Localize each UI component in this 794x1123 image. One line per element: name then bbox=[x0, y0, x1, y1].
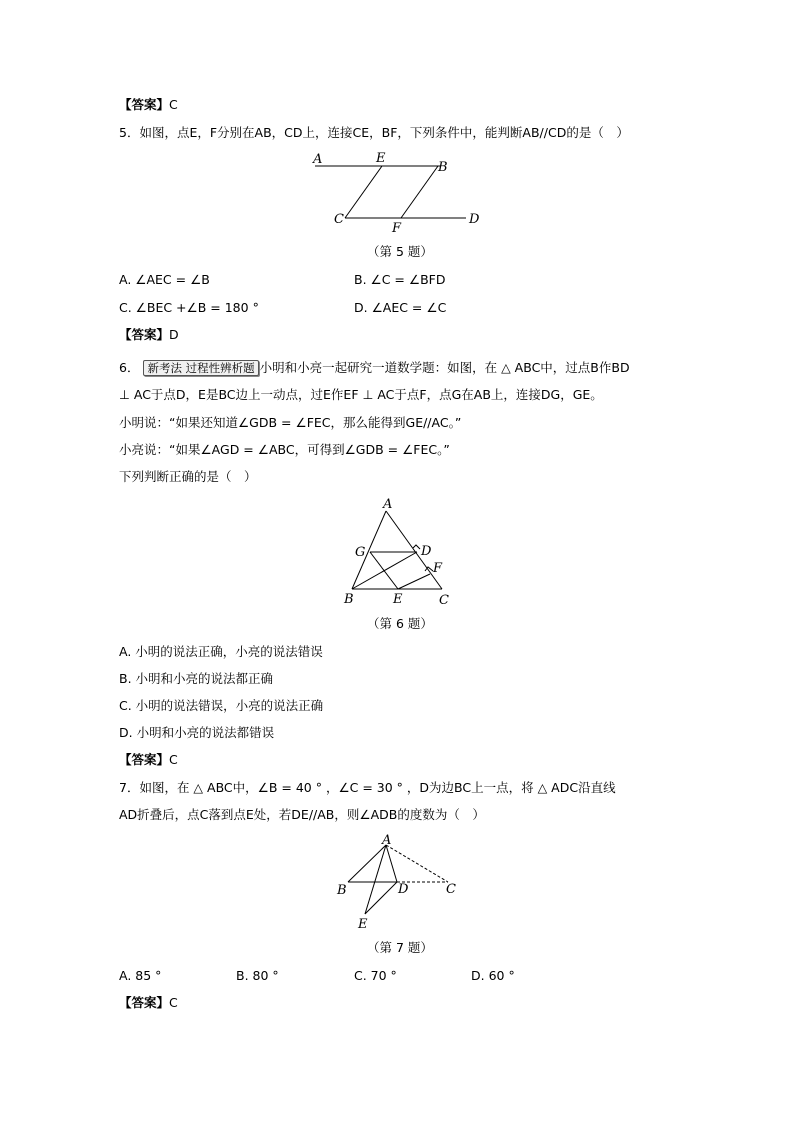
option-c: C. ∠BEC +∠B = 180 ° bbox=[119, 300, 259, 315]
figure-caption-q6: （第 6 题） bbox=[367, 616, 433, 631]
option-d: D. ∠AEC = ∠C bbox=[354, 300, 447, 315]
figure-label-b: B bbox=[344, 592, 354, 607]
figure-caption-q5: （第 5 题） bbox=[367, 244, 433, 259]
figure-label-a: A bbox=[383, 497, 393, 512]
answer-label: 【答案】 bbox=[119, 327, 170, 342]
option-c: C. 70 ° bbox=[354, 968, 397, 983]
figure-label-c: C bbox=[439, 593, 449, 608]
xiaoming-statement: 小明说：“如果还知道∠GDB = ∠FEC，那么能得到GE//AC。” bbox=[119, 415, 462, 430]
option-a: A. 小明的说法正确，小亮的说法错误 bbox=[119, 644, 323, 659]
question-text: 小明和小亮一起研究一道数学题：如图，在 △ ABC中，过点B作BD bbox=[259, 360, 630, 375]
option-a: A. ∠AEC = ∠B bbox=[119, 272, 210, 287]
figure-label-c: C bbox=[446, 882, 456, 897]
question-text: 如图，在 △ ABC中，∠B = 40 ° ，∠C = 30 ° ，D为边BC上一点，将 △ ADC沿直线 bbox=[139, 780, 616, 795]
question-number: 6． bbox=[119, 360, 140, 375]
question-6-stem-line-2: ⊥ AC于点D，E是BC边上一动点，过E作EF ⊥ AC于点F，点G在AB上，连接DG，GE。 bbox=[119, 387, 603, 402]
answer-label: 【答案】 bbox=[119, 995, 170, 1010]
option-b: B. 小明和小亮的说法都正确 bbox=[119, 671, 274, 686]
option-b: B. 80 ° bbox=[236, 968, 279, 983]
figure-label-d: D bbox=[421, 544, 432, 559]
answer-value: C bbox=[169, 97, 178, 112]
figure-label-d: D bbox=[398, 882, 409, 897]
question-number: 7． bbox=[119, 780, 140, 795]
option-d: D. 60 ° bbox=[471, 968, 515, 983]
answer-label: 【答案】 bbox=[119, 752, 170, 767]
option-a: A. 85 ° bbox=[119, 968, 162, 983]
figure-label-d: D bbox=[469, 212, 480, 227]
question-6-prompt: 下列判断正确的是（ ） bbox=[119, 469, 257, 484]
answer-value: C bbox=[169, 995, 178, 1010]
figure-label-f: F bbox=[392, 221, 402, 236]
figure-label-e: E bbox=[393, 592, 403, 607]
option-c: C. 小明的说法错误，小亮的说法正确 bbox=[119, 698, 324, 713]
option-d: D. 小明和小亮的说法都错误 bbox=[119, 725, 275, 740]
figure-label-e: E bbox=[358, 917, 368, 932]
figure-caption-q7: （第 7 题） bbox=[367, 940, 433, 955]
figure-label-c: C bbox=[334, 212, 344, 227]
question-tag-badge: 新考法 过程性辨析题 bbox=[143, 360, 258, 376]
figure-label-g: G bbox=[355, 545, 366, 560]
figure-label-e: E bbox=[376, 151, 386, 166]
answer-label: 【答案】 bbox=[119, 97, 170, 112]
option-b: B. ∠C = ∠BFD bbox=[354, 272, 446, 287]
question-number: 5． bbox=[119, 125, 140, 140]
figure-label-a: A bbox=[382, 833, 392, 848]
figure-label-b: B bbox=[337, 883, 347, 898]
answer-value: C bbox=[169, 752, 178, 767]
answer-row-q7 bbox=[119, 995, 178, 1011]
figure-label-f: F bbox=[433, 561, 443, 576]
question-text: 如图，点E，F分别在AB，CD上，连接CE，BF，下列条件中，能判断AB//CD的是（ ） bbox=[139, 125, 629, 140]
figure-label-b: B bbox=[438, 160, 448, 175]
question-7-stem-line-2: AD折叠后，点C落到点E处，若DE//AB，则∠ADB的度数为（ ） bbox=[119, 807, 485, 822]
figure-label-a: A bbox=[313, 152, 323, 167]
xiaoliang-statement: 小亮说：“如果∠AGD = ∠ABC，可得到∠GDB = ∠FEC。” bbox=[119, 442, 450, 457]
answer-value: D bbox=[169, 327, 179, 342]
